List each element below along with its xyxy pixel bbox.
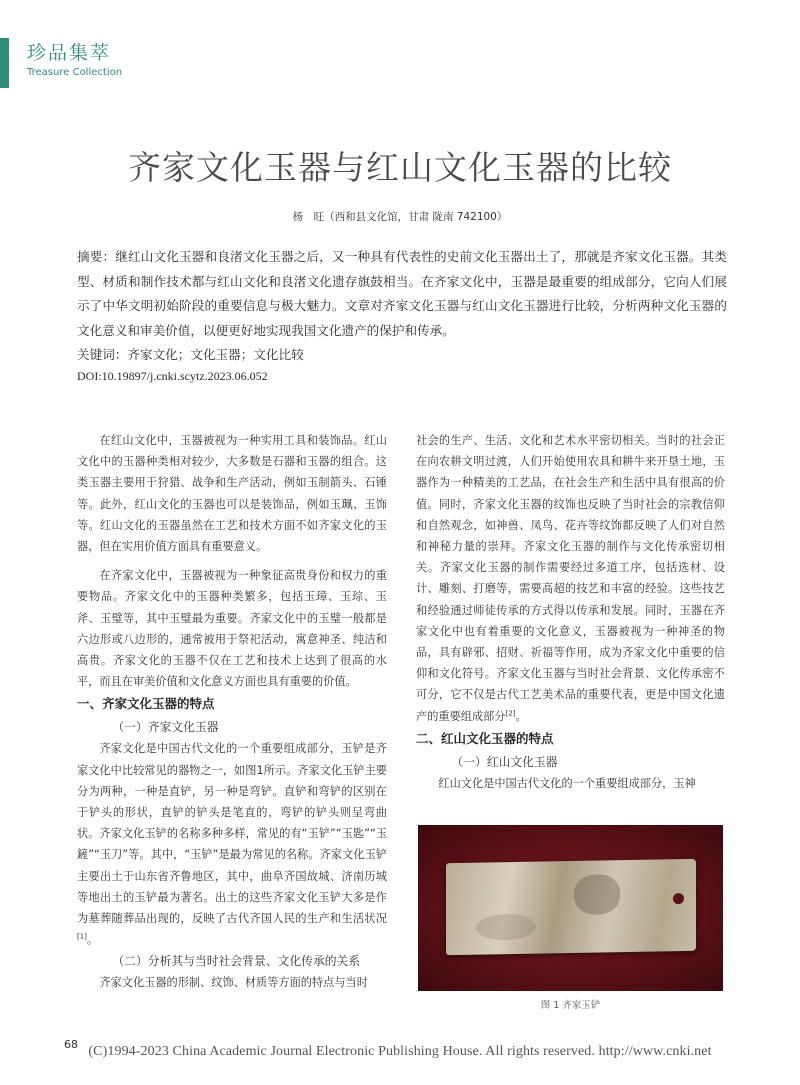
article-title: 齐家文化玉器与红山文化玉器的比较 [128,148,672,187]
figure-caption: 图 1 齐家玉铲 [540,1000,601,1011]
jade-shovel [446,859,696,955]
paragraph: 齐家文化玉器的形制、纹饰、材质等方面的特点与当时 [99,976,368,990]
section-name: 珍品集萃 [27,42,112,64]
paragraph [416,430,725,727]
paragraph: 在红山文化中，玉器被视为一种实用工具和装饰品。红山文化中的玉器种类相对较少，大多数是石器和玉器的组合。这类玉器主要用于狩猎、战争和生产活动，例如玉制箭头、石锤等。此外，红山文化的玉器也可以是装饰品，例如玉珮、玉饰等。红山文化的玉器虽然在工艺和技术方面不如齐家文化的玉器，但在实用价值方面具有重要意义。 [77,434,387,554]
jade-perforation [673,893,684,904]
paragraph-text: 社会的生产、生活、文化和艺术水平密切相关。当时的社会正在向农耕文明过渡，人们开始使用农具和耕牛来开垦土地，玉器作为一种精美的工艺品，在社会生产和生活中具有很高的价值。同时，齐家文化玉器的纹饰也反映了当时社会的宗教信仰和自然观念，如神兽、凤鸟、花卉等纹饰都反映了人们对自然和神秘力量的崇拜。齐家文化玉器的制作与文化传承密切相关。齐家文化玉器的制作需要经过多道工序，包括选材、设计、雕刻、打磨等，需要高超的技艺和丰富的经验。这些技艺和经验通过师徒传承的方式得以传承和发展。同时，玉器在齐家文化中也有着重要的文化意义，玉器被视为一种神圣的物品，具有辟邪、招财、祈福等作用，成为齐家文化中重要的信仰和文化符号。齐家文化玉器与当时社会背景、文化传承密不可分，它不仅是古代工艺美术品的重要代表，更是中国文化遗产的重要组成部分 [416,434,725,723]
citation-ref: [2] [505,708,516,717]
right-column [416,430,725,794]
abstract: 摘要：继红山文化玉器和良渚文化玉器之后，又一种具有代表性的史前文化玉器出土了，那就是齐家文化玉器。其类型、材质和制作技术都与红山文化和良渚文化遗存旗鼓相当。在齐家文化中，玉器是最重要的组成部分，它向人们展示了中华文明初始阶段的重要信息与极大魅力。文章对齐家文化玉器与红山文化玉器进行比较，分析两种文化玉器的文化意义和审美价值，以便更好地实现我国文化遗产的保护和传承。 [77,249,727,338]
keywords: 关键词：齐家文化；文化玉器；文化比较 [77,347,304,362]
jade-patina [476,914,536,941]
left-column [77,430,387,994]
paragraph-end: 。 [86,933,99,947]
figure-jade-shovel-photo [418,825,723,991]
subsection-heading: （一）红山文化玉器 [451,754,558,769]
section-name-english: Treasure Collection [27,67,123,78]
citation-ref: [1] [77,932,87,941]
doi: DOI:10.19897/j.cnki.scytz.2023.06.052 [77,369,268,383]
section-heading: 二、红山文化玉器的特点 [416,730,554,746]
paragraph-text: 齐家文化是中国古代文化的一个重要组成部分，玉铲是齐家文化中比较常见的器物之一，如图1所示。齐家文化玉铲主要分为两种，一种是直铲，另一种是弯铲。直铲和弯铲的区别在于铲头的形状，直铲的铲头是笔直的，弯铲的铲头则呈弯曲状。齐家文化玉铲的名称多种多样，常见的有“玉铲”“玉匙”“玉鏟”“玉刀”等。其中，“玉铲”是最为常见的名称。齐家文化玉铲主要出土于山东省齐鲁地区，其中，曲阜齐国故城、济南历城等地出土的玉铲最为著名。出土的这些齐家文化玉铲大多是作为墓葬随葬品出现的，反映了古代齐国人民的生产和生活状况 [77,742,387,926]
copyright-notice: (C)1994-2023 China Academic Journal Electronic Publishing House. All rights reserved. http://www.cnki.net [88,1044,712,1059]
jade-patina [574,874,620,915]
section-heading: 一、齐家文化玉器的特点 [77,696,215,712]
paragraph: 在齐家文化中，玉器被视为一种象征高贵身份和权力的重要物品。齐家文化中的玉器种类繁多，包括玉璋、玉琮、玉斧、玉璧等，其中玉璧最为重要。齐家文化中的玉璧一般都是六边形或八边形的，通常被用于祭祀活动，寓意神圣、纯洁和高贵。齐家文化的玉器不仅在工艺和技术上达到了很高的水平，而且在审美价值和文化意义方面也具有重要的价值。 [77,569,387,689]
subsection-heading: （二）分析其与当时社会背景、文化传承的关系 [112,954,361,969]
page-number: 68 [64,1038,78,1051]
paragraph-end: 。 [515,709,527,723]
article-author: 杨 旺（西和县文化馆，甘肃 陇南 742100） [292,211,508,223]
section-accent-bar [0,38,9,88]
paragraph: 红山文化是中国古代文化的一个重要组成部分，玉神 [438,776,696,790]
subsection-heading: （一）齐家文化玉器 [112,720,219,735]
paragraph [77,738,387,950]
